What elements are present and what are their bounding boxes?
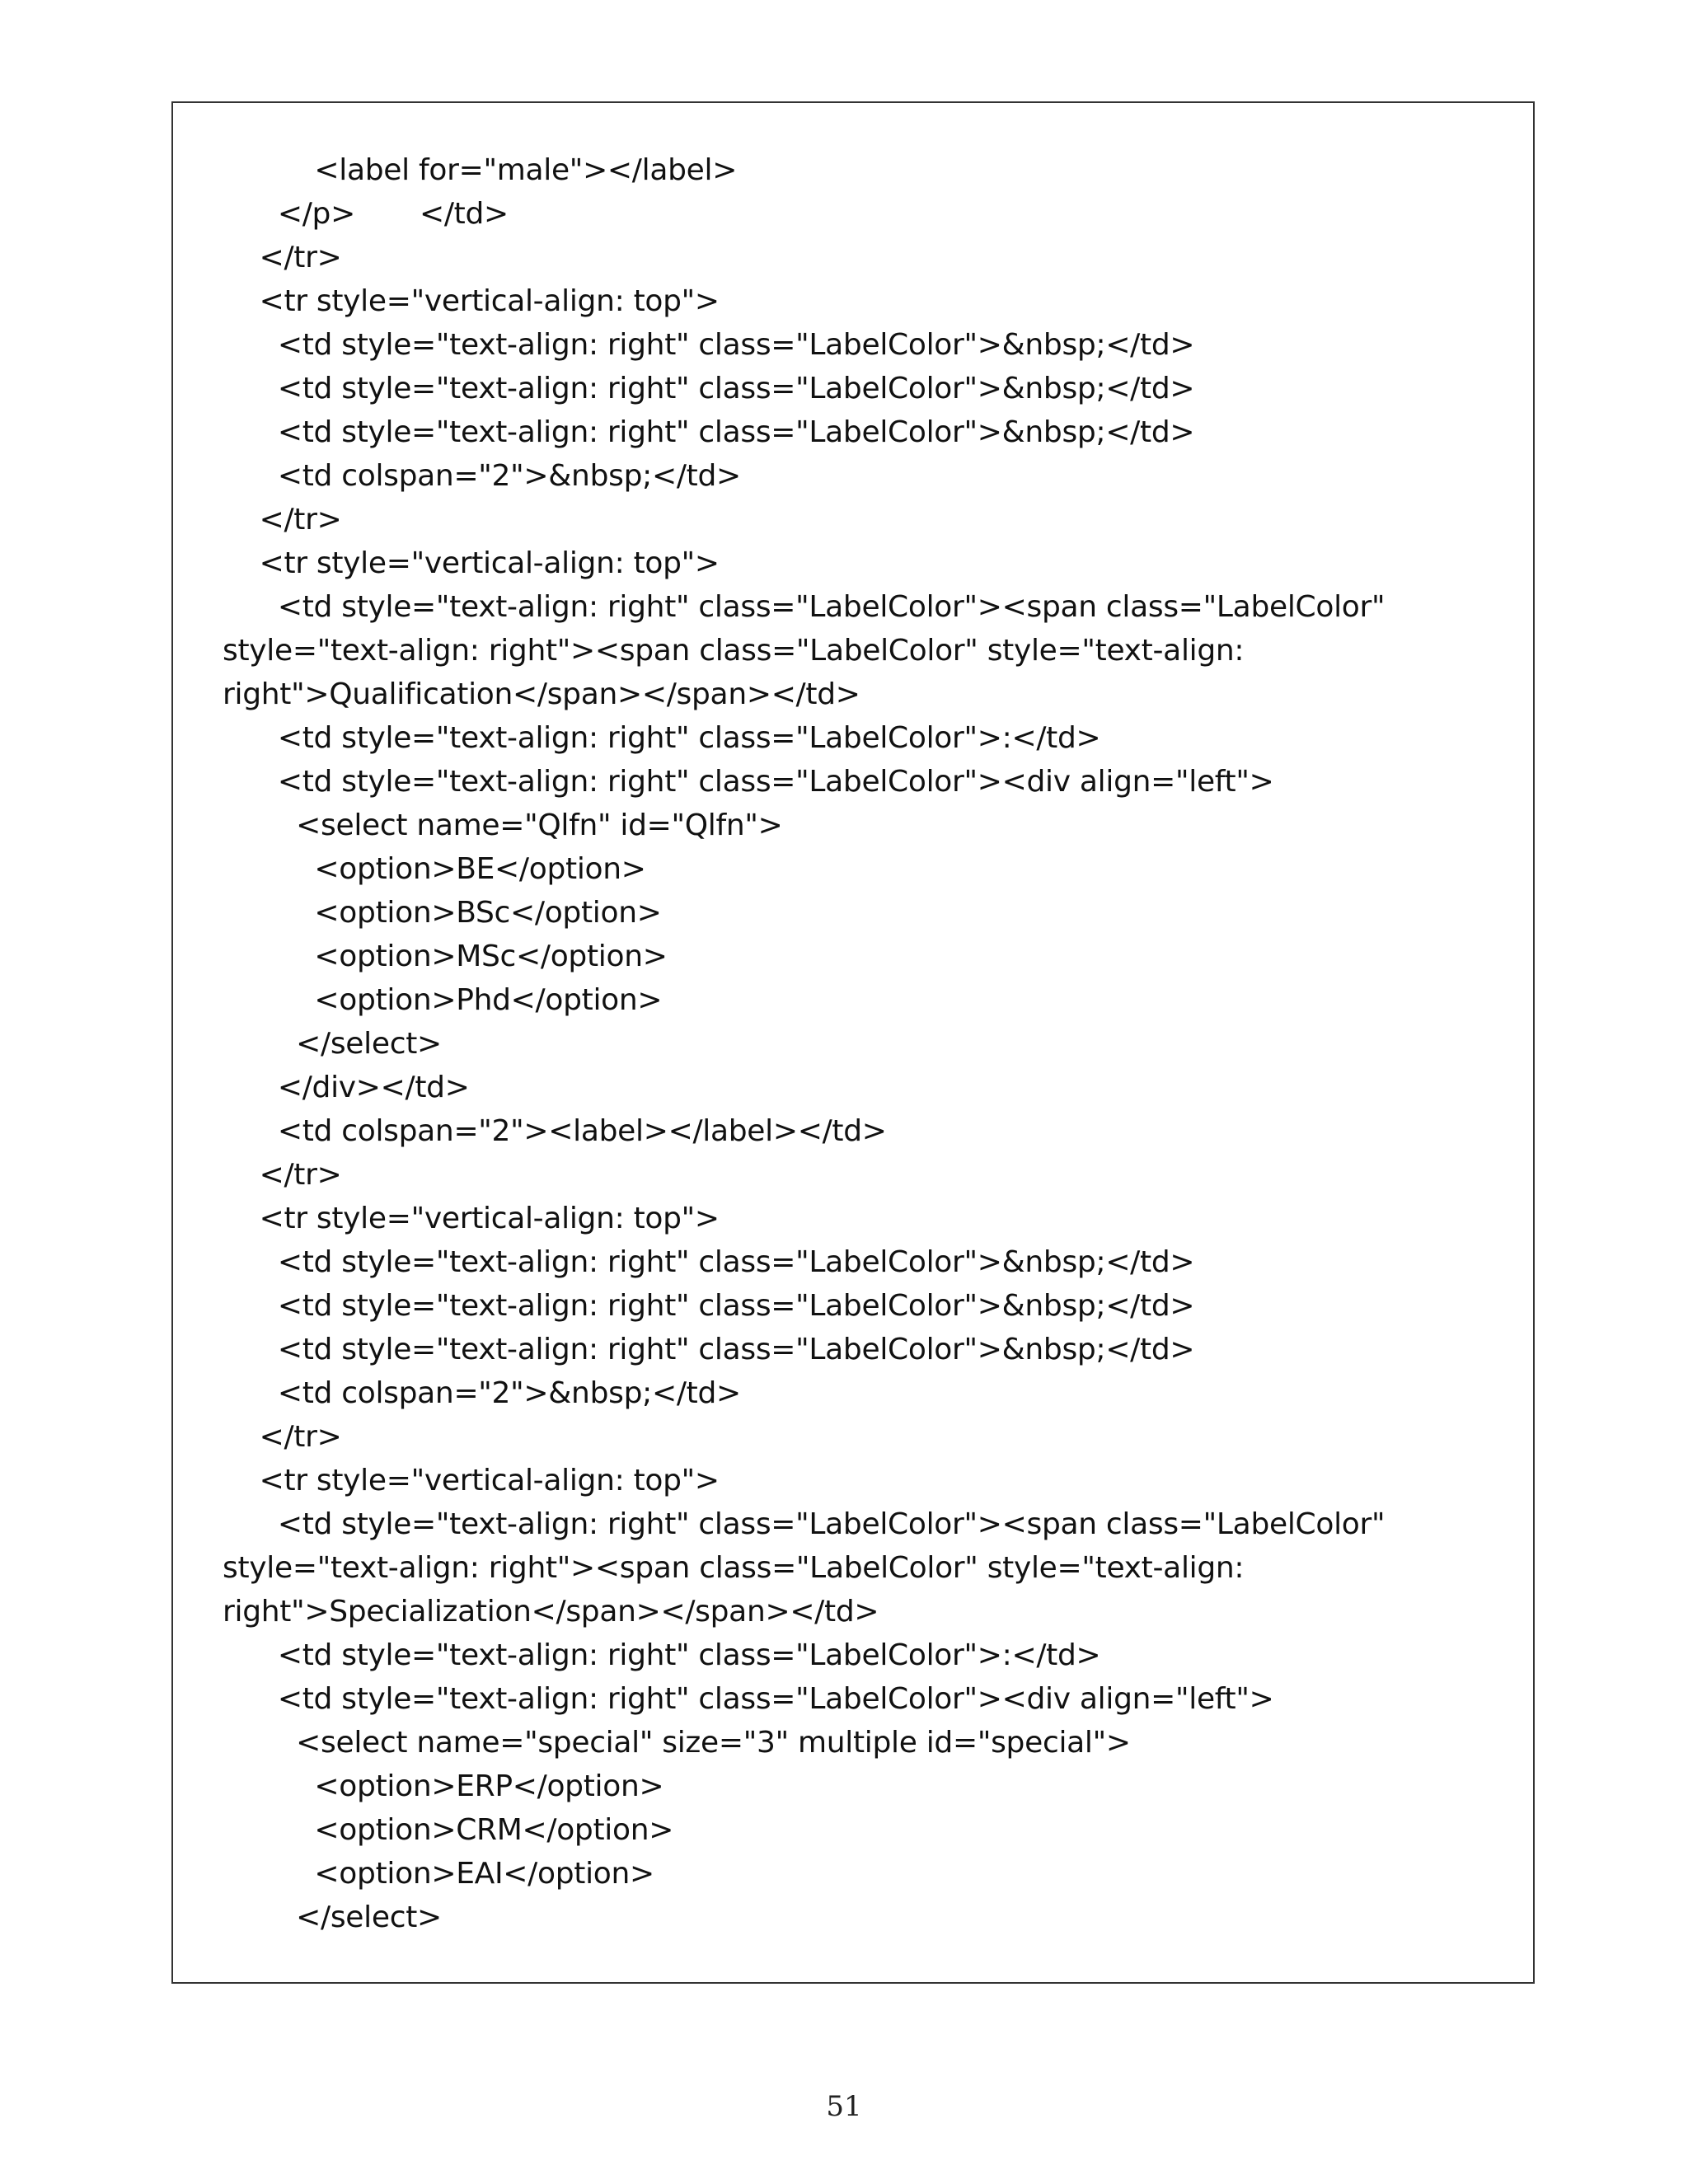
code-line: <option>CRM</option> — [223, 1813, 674, 1847]
code-line: </tr> — [223, 241, 342, 274]
code-line: <select name="special" size="3" multiple id="special"> — [223, 1726, 1131, 1760]
code-line: <tr style="vertical-align: top"> — [223, 1464, 720, 1497]
code-line: </select> — [223, 1027, 442, 1061]
code-line: <option>Phd</option> — [223, 983, 663, 1017]
code-line: <td colspan="2">&nbsp;</td> — [223, 459, 741, 493]
code-line: </tr> — [223, 1420, 342, 1454]
code-line: <td style="text-align: right" class="LabelColor">&nbsp;</td> — [223, 415, 1195, 449]
code-line: style="text-align: right"><span class="LabelColor" style="text-align: — [223, 1551, 1245, 1585]
code-line: <option>MSc</option> — [223, 940, 668, 973]
code-listing — [223, 148, 1385, 1939]
code-line: <td colspan="2">&nbsp;</td> — [223, 1376, 741, 1410]
code-line: <option>ERP</option> — [223, 1769, 664, 1803]
code-line: <tr style="vertical-align: top"> — [223, 284, 720, 318]
code-line: <tr style="vertical-align: top"> — [223, 546, 720, 580]
code-line: right">Qualification</span></span></td> — [223, 677, 860, 711]
code-line: <td style="text-align: right" class="LabelColor"><span class="LabelColor" — [223, 1507, 1386, 1541]
page-number: 51 — [826, 2090, 862, 2123]
code-line: <option>EAI</option> — [223, 1857, 654, 1891]
code-line: <select name="Qlfn" id="Qlfn"> — [223, 808, 783, 842]
code-line: <option>BE</option> — [223, 852, 646, 886]
code-line: <td style="text-align: right" class="LabelColor">:</td> — [223, 721, 1101, 755]
code-line: <td style="text-align: right" class="LabelColor">&nbsp;</td> — [223, 328, 1195, 362]
code-line: <td style="text-align: right" class="LabelColor">&nbsp;</td> — [223, 1245, 1195, 1279]
code-line: <td style="text-align: right" class="LabelColor"><div align="left"> — [223, 765, 1274, 799]
code-line: style="text-align: right"><span class="LabelColor" style="text-align: — [223, 634, 1245, 668]
code-line: <label for="male"></label> — [223, 153, 738, 187]
code-line: <td style="text-align: right" class="LabelColor">&nbsp;</td> — [223, 1333, 1195, 1366]
code-line: <tr style="vertical-align: top"> — [223, 1202, 720, 1235]
code-line: </select> — [223, 1900, 442, 1934]
code-line: </p> </td> — [223, 197, 509, 231]
code-line: <td style="text-align: right" class="LabelColor">&nbsp;</td> — [223, 1289, 1195, 1323]
code-line: <td style="text-align: right" class="LabelColor">:</td> — [223, 1638, 1101, 1672]
code-line: <td style="text-align: right" class="LabelColor"><span class="LabelColor" — [223, 590, 1386, 624]
code-line: <td style="text-align: right" class="LabelColor"><div align="left"> — [223, 1682, 1274, 1716]
code-line: <td style="text-align: right" class="LabelColor">&nbsp;</td> — [223, 372, 1195, 405]
code-line: </div></td> — [223, 1071, 470, 1104]
code-line: <option>BSc</option> — [223, 896, 662, 930]
code-line: right">Specialization</span></span></td> — [223, 1595, 879, 1629]
code-line: </tr> — [223, 1158, 342, 1192]
code-line: </tr> — [223, 503, 342, 537]
code-line: <td colspan="2"><label></label></td> — [223, 1114, 887, 1148]
